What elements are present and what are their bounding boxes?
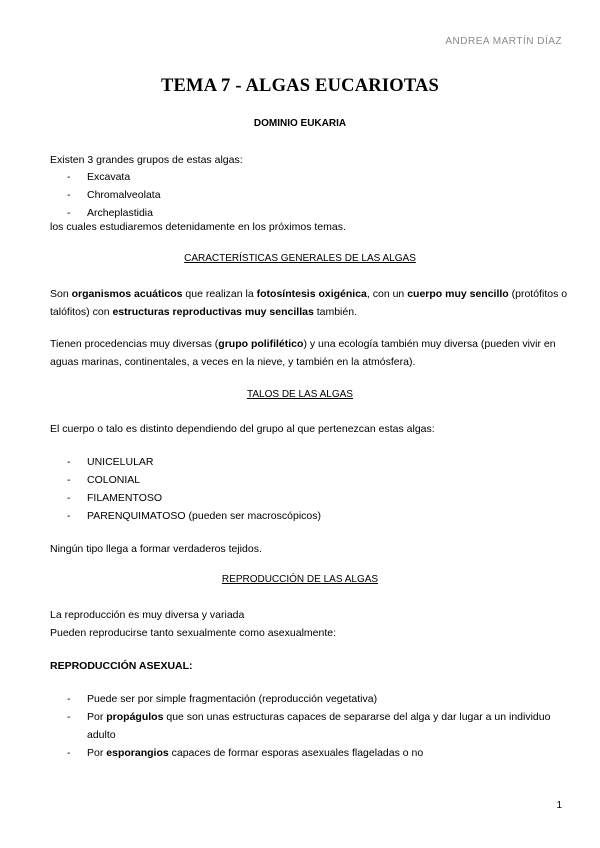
intro-list bbox=[50, 168, 570, 222]
list-item: - UNICELULAR bbox=[67, 456, 154, 468]
section-heading-caracteristicas: CARACTERÍSTICAS GENERALES DE LAS ALGAS bbox=[184, 253, 416, 264]
list-item: - Chromalveolata bbox=[67, 189, 161, 201]
talos-list bbox=[50, 453, 570, 525]
talos-trail: Ningún tipo llega a formar verdaderos tejidos. bbox=[50, 543, 262, 555]
talos-lead: El cuerpo o talo es distinto dependiendo del grupo al que pertenezcan estas algas: bbox=[50, 423, 435, 435]
list-item: - FILAMENTOSO bbox=[67, 492, 163, 504]
caracteristicas-paragraph-2: Tienen procedencias muy diversas (grupo polifilético) y una ecología también muy diversa (pueden vivir en aguas marinas, continentales, a veces en la nieve, y también en la atmósfera). bbox=[50, 338, 556, 368]
reproduccion-line-1: La reproducción es muy diversa y variada bbox=[50, 609, 245, 621]
list-item: - PARENQUIMATOSO (pueden ser macroscópicos) bbox=[67, 510, 321, 522]
asexual-list bbox=[50, 690, 570, 762]
intro-lead: Existen 3 grandes grupos de estas algas: bbox=[50, 154, 243, 166]
list-item: - Archeplastidia bbox=[67, 207, 153, 219]
list-item: - COLONIAL bbox=[67, 474, 141, 486]
section-heading-reproduccion: REPRODUCCIÓN DE LAS ALGAS bbox=[221, 574, 379, 585]
page-title: TEMA 7 - ALGAS EUCARIOTAS bbox=[160, 76, 440, 96]
list-item: - Excavata bbox=[67, 171, 131, 183]
domain-heading: DOMINIO EUKARIA bbox=[253, 118, 347, 129]
list-item: - Por esporangios capaces de formar esporas asexuales flageladas o no bbox=[67, 747, 424, 759]
list-item: - Por propágulos que son unas estructuras capaces de separarse del alga y dar lugar a un individuo adulto bbox=[67, 711, 551, 741]
reproduccion-line-2: Pueden reproducirse tanto sexualmente como asexualmente: bbox=[50, 627, 337, 639]
asexual-heading: REPRODUCCIÓN ASEXUAL: bbox=[50, 660, 193, 672]
intro-trail: los cuales estudiaremos detenidamente en los próximos temas. bbox=[50, 221, 346, 233]
list-item: - Puede ser por simple fragmentación (reproducción vegetativa) bbox=[67, 693, 378, 705]
section-heading-talos: TALOS DE LAS ALGAS bbox=[247, 389, 353, 400]
page-number: 1 bbox=[556, 800, 562, 811]
header-author: ANDREA MARTÍN DÍAZ bbox=[445, 36, 562, 47]
caracteristicas-paragraph-1: Son organismos acuáticos que realizan la fotosíntesis oxigénica, con un cuerpo muy sencillo (protófitos o talófitos) con estructuras reproductivas muy sencillas también. bbox=[50, 288, 568, 318]
